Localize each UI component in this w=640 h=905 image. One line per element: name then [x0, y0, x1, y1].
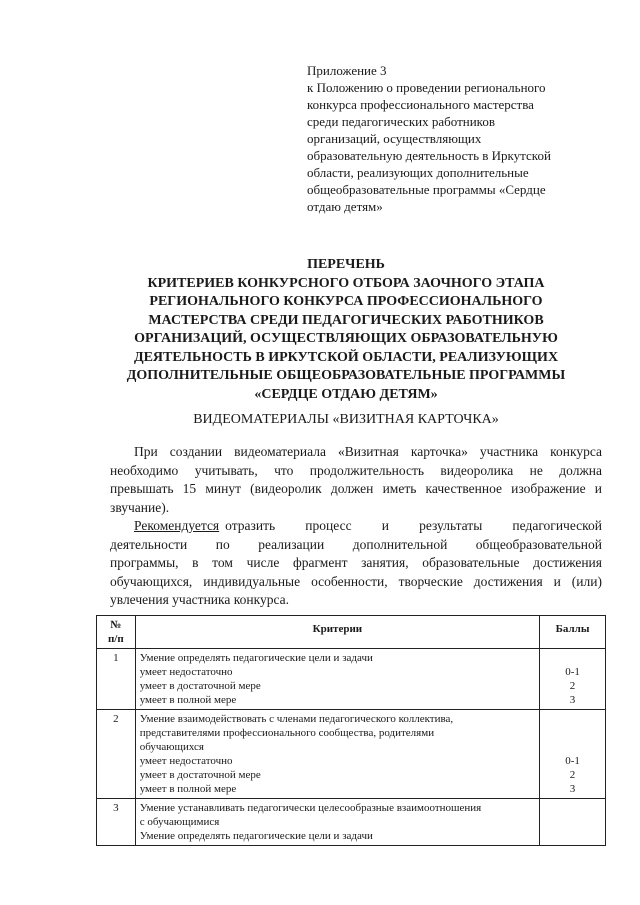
score-value	[544, 712, 601, 726]
title-line: «СЕРДЦЕ ОТДАЮ ДЕТЯМ»	[254, 386, 438, 402]
row-scores	[540, 710, 606, 799]
table-header-row	[97, 616, 606, 649]
criteria-line: с обучающимися	[139, 816, 220, 828]
title-line: ОРГАНИЗАЦИЙ, ОСУЩЕСТВЛЯЮЩИХ ОБРАЗОВАТЕЛЬНУЮ	[134, 331, 558, 346]
row-number: 2	[97, 710, 136, 799]
recommend-word: Рекомендуется	[134, 518, 220, 533]
appendix-line: среди педагогических работников	[307, 114, 495, 129]
paragraph-line: увлечения участника конкурса.	[110, 592, 289, 607]
recommend-rest: отразить процесс и результаты педагогической	[225, 518, 602, 533]
appendix-line: организаций, осуществляющих	[307, 131, 482, 146]
row-number: 3	[97, 799, 136, 846]
criteria-line: умеет в полной мере	[139, 783, 237, 795]
appendix-line: конкурса профессионального мастерства	[307, 97, 534, 112]
title-line: КРИТЕРИЕВ КОНКУРСНОГО ОТБОРА ЗАОЧНОГО ЭТАПА	[147, 275, 545, 291]
document-title	[86, 256, 606, 404]
title-line: ДОПОЛНИТЕЛЬНЫЕ ОБЩЕОБРАЗОВАТЕЛЬНЫЕ ПРОГРАММЫ	[126, 368, 566, 383]
appendix-line: образовательную деятельность в Иркутской	[307, 148, 551, 163]
criteria-line: умеет в полной мере	[139, 694, 237, 706]
score-value	[544, 740, 601, 754]
row-criteria	[135, 799, 539, 846]
score-value	[544, 651, 601, 665]
appendix-block	[307, 62, 607, 215]
title-line: ПЕРЕЧЕНЬ	[307, 257, 385, 272]
appendix-line: Приложение 3	[307, 63, 387, 78]
criteria-line: обучающихся	[139, 741, 204, 753]
appendix-line: общеобразовательные программы «Сердце	[307, 182, 546, 197]
table-row	[97, 799, 606, 846]
title-line: ДЕЯТЕЛЬНОСТЬ В ИРКУТСКОЙ ОБЛАСТИ, РЕАЛИЗУЮЩИХ	[133, 349, 559, 365]
appendix-line: к Положению о проведении регионального	[307, 80, 546, 95]
paragraph-duration	[110, 443, 602, 517]
criteria-line: Умение определять педагогические цели и задачи	[139, 830, 373, 842]
row-scores	[540, 799, 606, 846]
header-criteria: Критерии	[135, 616, 539, 649]
criteria-table	[96, 615, 606, 846]
criteria-line: умеет недостаточно	[139, 755, 233, 767]
score-value: 3	[569, 694, 576, 706]
paragraph-recommendation	[110, 517, 602, 610]
score-value: 2	[569, 680, 576, 692]
score-value	[544, 726, 601, 740]
paragraph-line: При создании видеоматериала «Визитная карточка» участника конкурса	[134, 444, 602, 459]
row-number: 1	[97, 649, 136, 710]
paragraph-line: программы, в том числе фрагмент занятия, образовательные достижения	[110, 555, 602, 570]
criteria-line: умеет в достаточной мере	[139, 680, 261, 692]
score-value: 0-1	[565, 666, 580, 678]
criteria-line: умеет недостаточно	[139, 666, 233, 678]
paragraph-line	[110, 517, 602, 536]
header-score: Баллы	[540, 616, 606, 649]
title-line: РЕГИОНАЛЬНОГО КОНКУРСА ПРОФЕССИОНАЛЬНОГО	[149, 294, 543, 309]
section-heading: ВИДЕОМАТЕРИАЛЫ «ВИЗИТНАЯ КАРТОЧКА»	[193, 412, 499, 427]
header-number: № п/п	[97, 616, 136, 649]
title-line: МАСТЕРСТВА СРЕДИ ПЕДАГОГИЧЕСКИХ РАБОТНИКОВ	[148, 312, 544, 328]
paragraph-line: обучающихся, индивидуальные особенности, творческие достижения и (или)	[110, 573, 602, 589]
criteria-line: Умение взаимодействовать с членами педагогического коллектива,	[139, 713, 454, 725]
paragraph-line: превышать 15 минут (видеоролик должен иметь качественное изображение и	[110, 481, 602, 496]
table-row	[97, 649, 606, 710]
appendix-line: области, реализующих дополнительные	[307, 165, 529, 180]
row-criteria	[135, 649, 539, 710]
table-row	[97, 710, 606, 799]
paragraph-line: необходимо учитывать, что продолжительность видеоролика не должна	[110, 462, 602, 478]
criteria-line: представителями профессионального сообщества, родителями	[139, 727, 435, 739]
criteria-line: умеет в достаточной мере	[139, 769, 261, 781]
score-value: 0-1	[565, 755, 580, 767]
criteria-line: Умение устанавливать педагогически целесообразные взаимоотношения	[139, 802, 482, 814]
score-value: 2	[569, 769, 576, 781]
paragraph-line: звучание).	[110, 499, 170, 515]
row-criteria	[135, 710, 539, 799]
criteria-line: Умение определять педагогические цели и задачи	[139, 652, 373, 664]
score-value: 3	[569, 783, 576, 795]
row-scores	[540, 649, 606, 710]
appendix-line: отдаю детям»	[307, 199, 383, 214]
paragraph-line: деятельности по реализации дополнительной общеобразовательной	[110, 536, 602, 552]
